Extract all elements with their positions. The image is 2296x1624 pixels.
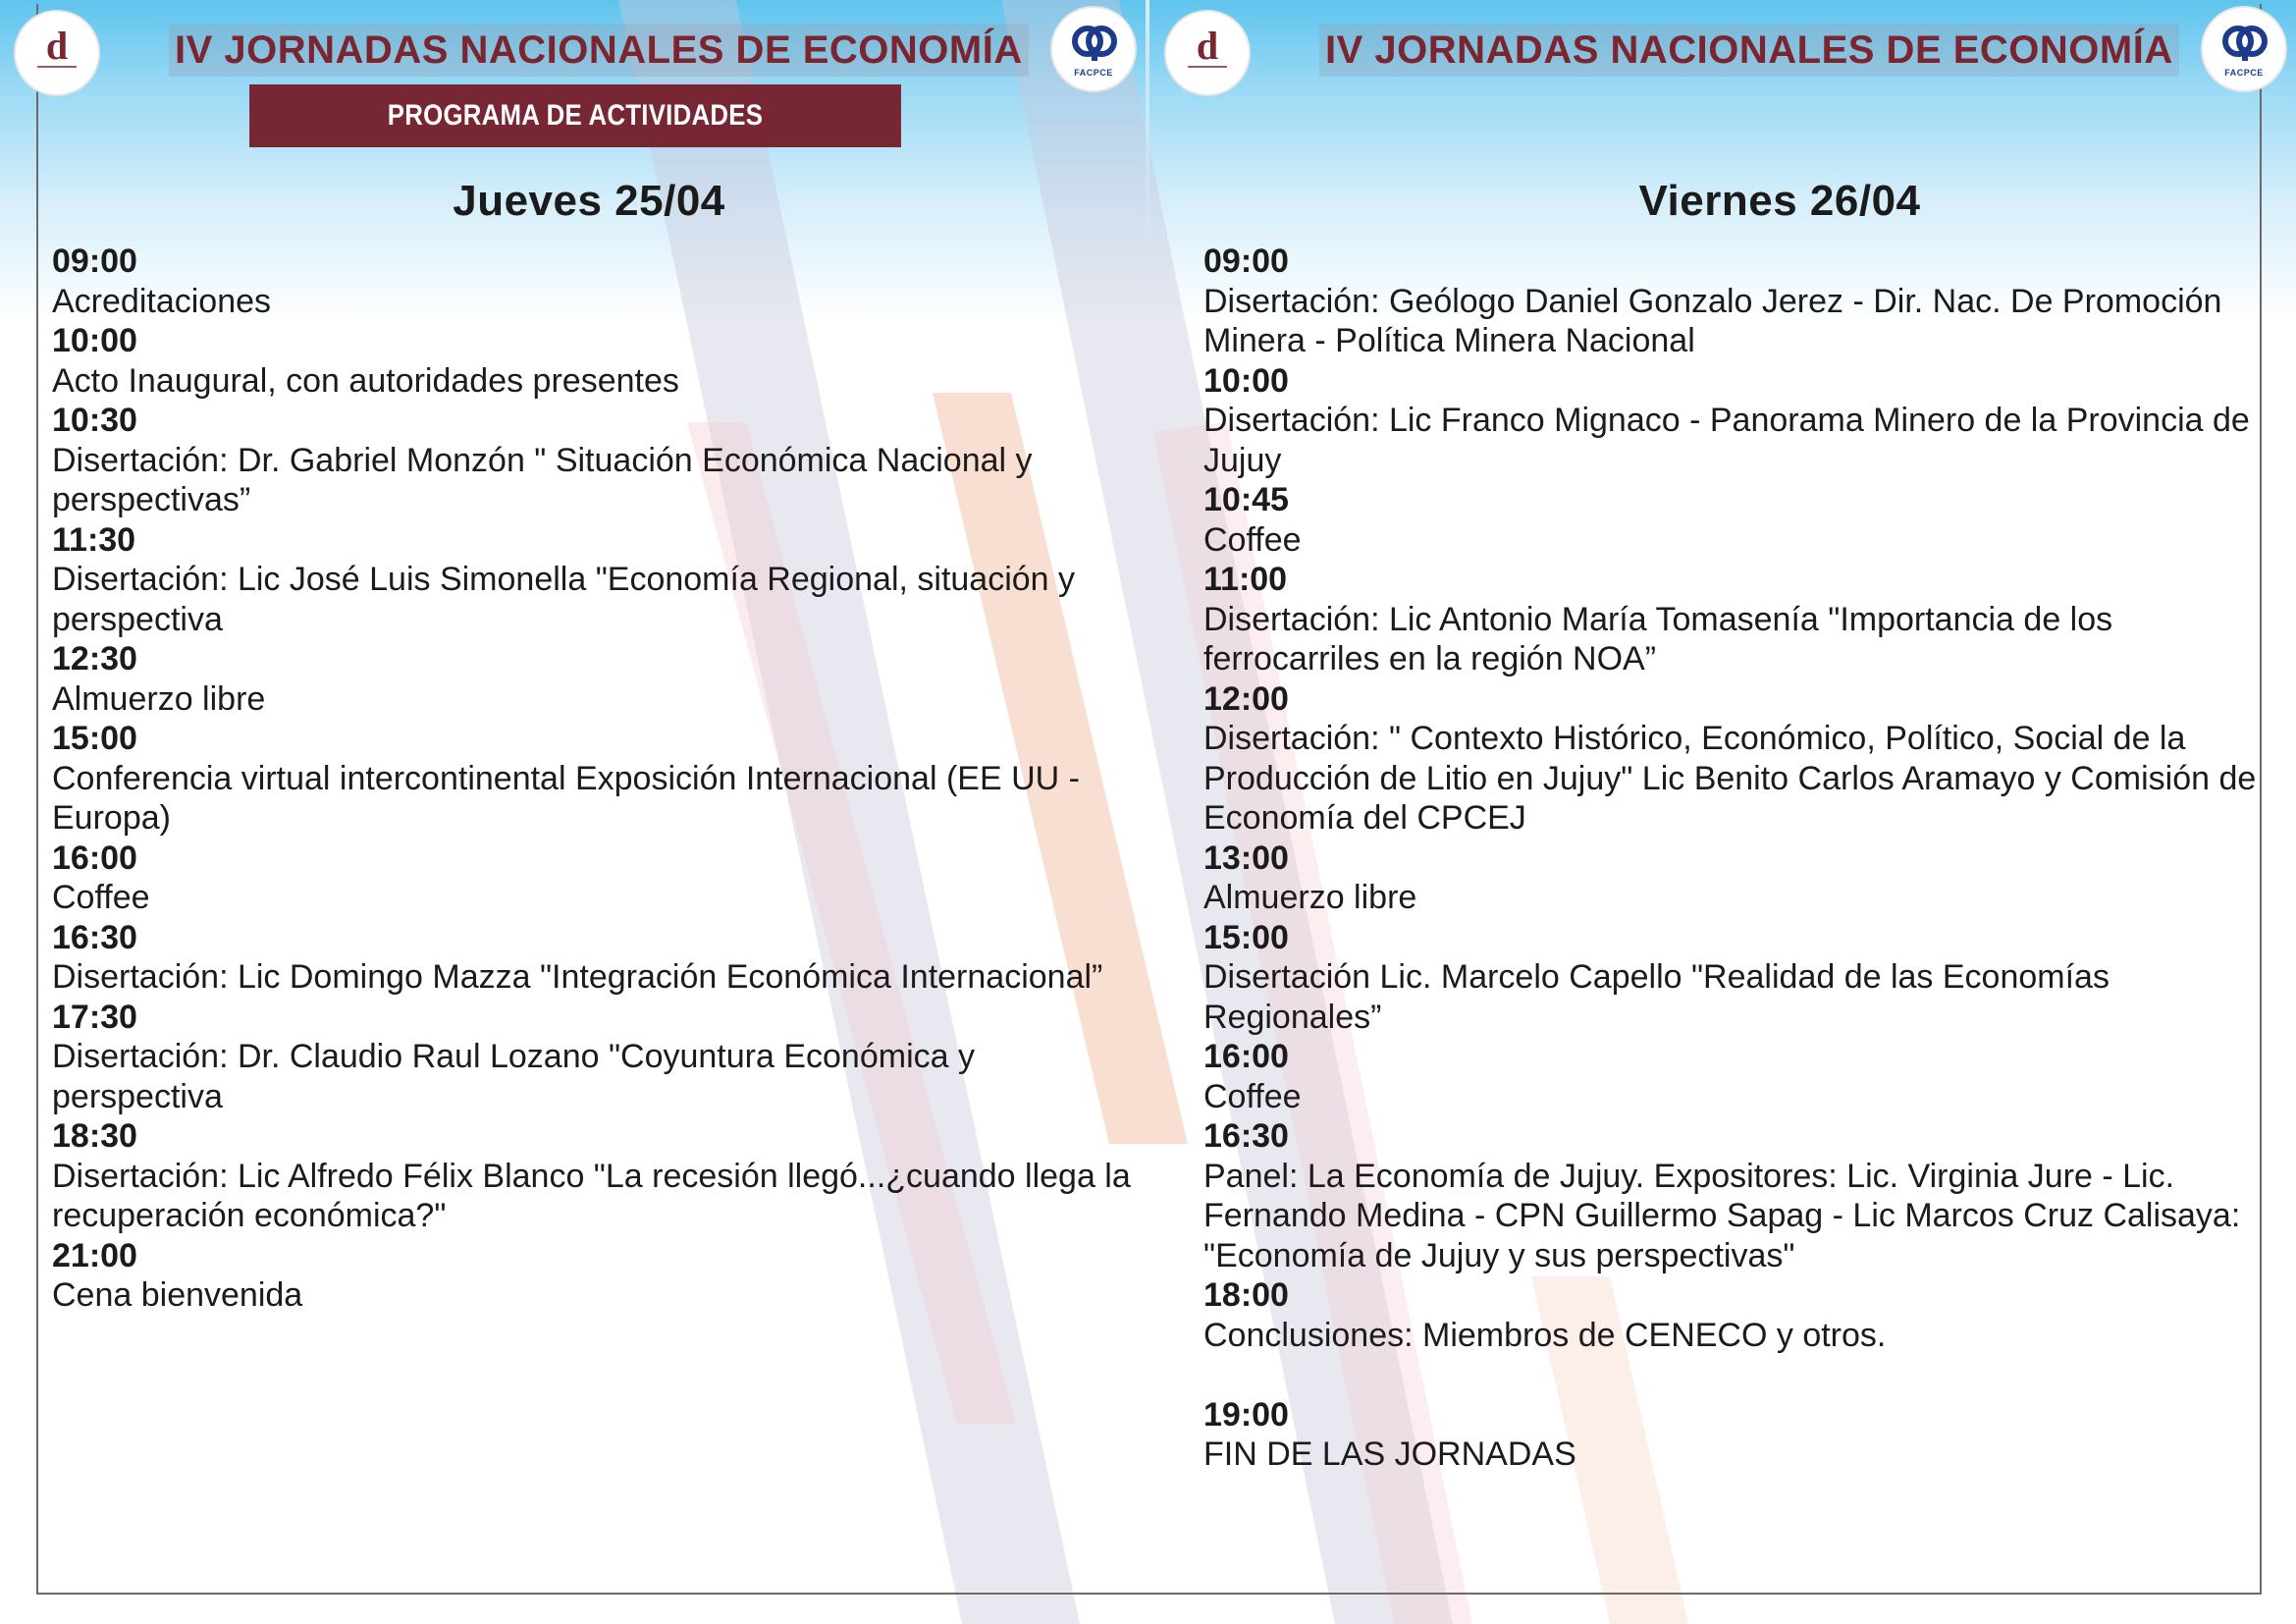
schedule-entry bbox=[1203, 679, 2293, 839]
schedule-entry bbox=[52, 1116, 1142, 1236]
schedule-entry bbox=[1203, 839, 2293, 918]
entry-description: Conclusiones: Miembros de CENECO y otros. bbox=[1203, 1316, 1887, 1354]
entry-time: 11:00 bbox=[1203, 561, 1288, 598]
entry-time: 11:30 bbox=[52, 520, 136, 559]
day-title-thursday: Jueves 25/04 bbox=[453, 177, 725, 225]
cpce-logo-right bbox=[1166, 12, 1249, 94]
entry-description: Disertación Lic. Marcelo Capello "Realidad de las Economías Regionales” bbox=[1203, 958, 2109, 1036]
schedule-entry bbox=[52, 719, 1142, 839]
entry-description: Almuerzo libre bbox=[1203, 879, 1417, 916]
entry-description: Almuerzo libre bbox=[52, 679, 266, 718]
event-title-right: IV JORNADAS NACIONALES DE ECONOMÍA bbox=[1319, 24, 2179, 77]
cpce-logo-left bbox=[16, 12, 98, 94]
entry-time: 16:00 bbox=[1203, 1038, 1289, 1075]
entry-description: Acto Inaugural, con autoridades presentes bbox=[52, 361, 679, 400]
entry-description: Acreditaciones bbox=[52, 282, 272, 320]
schedule-entry bbox=[52, 1236, 1142, 1316]
entry-description: Disertación: Lic Alfredo Félix Blanco "La recesión llegó...¿cuando llega la recuperación económica?" bbox=[52, 1157, 1131, 1234]
cpce-d-icon bbox=[1166, 12, 1249, 94]
entry-time: 10:00 bbox=[1203, 361, 1289, 400]
svg-text:d: d bbox=[45, 24, 69, 68]
entry-description: Disertación: Lic Franco Mignaco - Panorama Minero de la Provincia de Jujuy bbox=[1203, 402, 2250, 479]
entry-description: Disertación: Lic Antonio María Tomasenía "Importancia de los ferrocarriles en la región NOA” bbox=[1203, 600, 2113, 677]
schedule-entry bbox=[52, 998, 1142, 1117]
entry-description: Disertación: Lic Domingo Mazza "Integración Económica Internacional” bbox=[52, 958, 1103, 996]
schedule-entry bbox=[1203, 560, 2293, 679]
schedule-entry bbox=[52, 520, 1142, 640]
entry-description: Panel: La Economía de Jujuy. Expositores: Lic. Virginia Jure - Lic. Fernando Medina - CPN Guillermo Sapag - Lic Marcos Cruz Calisaya: "Economía de Jujuy y sus perspectivas" bbox=[1203, 1157, 2241, 1274]
entry-description: Cena bienvenida bbox=[52, 1276, 303, 1314]
facpce-caption: FACPCE bbox=[2224, 68, 2264, 78]
entry-description: Coffee bbox=[1203, 1077, 1302, 1115]
facpce-logo-right bbox=[2203, 8, 2285, 90]
entry-time: 09:00 bbox=[52, 243, 137, 280]
schedule-entry bbox=[1203, 1037, 2293, 1116]
schedule-entry bbox=[52, 639, 1142, 719]
facpce-logo-left bbox=[1052, 8, 1135, 90]
entry-time: 12:00 bbox=[1203, 679, 1289, 718]
entry-time: 10:30 bbox=[52, 402, 137, 439]
entry-time: 15:00 bbox=[1203, 918, 1289, 956]
schedule-entry bbox=[1203, 480, 2293, 560]
entry-time: 15:00 bbox=[52, 720, 137, 757]
entry-time: 21:00 bbox=[52, 1236, 137, 1274]
entry-time: 17:30 bbox=[52, 998, 137, 1036]
entry-time: 19:00 bbox=[1203, 1395, 1289, 1434]
column-divider bbox=[1146, 0, 1149, 295]
svg-text:d: d bbox=[1196, 24, 1219, 68]
entry-description: Disertación: Lic José Luis Simonella "Economía Regional, situación y perspectiva bbox=[52, 561, 1076, 638]
entry-time: 16:00 bbox=[52, 839, 137, 877]
schedule-entry bbox=[1203, 1395, 2293, 1475]
schedule-entry bbox=[52, 918, 1142, 998]
facpce-caption: FACPCE bbox=[1074, 68, 1113, 78]
facpce-icon bbox=[2203, 8, 2285, 90]
entry-description: Disertación: Geólogo Daniel Gonzalo Jerez - Dir. Nac. De Promoción Minera - Política Minera Nacional bbox=[1203, 282, 2222, 359]
entry-time: 16:30 bbox=[1203, 1117, 1289, 1155]
entry-time: 10:00 bbox=[52, 322, 137, 359]
entry-time: 18:00 bbox=[1203, 1276, 1289, 1314]
event-title-left: IV JORNADAS NACIONALES DE ECONOMÍA bbox=[169, 24, 1029, 77]
schedule-entry bbox=[52, 321, 1142, 401]
entry-time: 13:00 bbox=[1203, 839, 1289, 877]
schedule-entry bbox=[1203, 242, 2293, 361]
entry-time: 18:30 bbox=[52, 1117, 137, 1155]
schedule-entry bbox=[1203, 918, 2293, 1038]
entry-time: 09:00 bbox=[1203, 243, 1289, 280]
entry-description: Conferencia virtual intercontinental Exposición Internacional (EE UU - Europa) bbox=[52, 759, 1080, 837]
entry-description: Disertación: Dr. Gabriel Monzón " Situación Económica Nacional y perspectivas” bbox=[52, 441, 1033, 518]
schedule-entry bbox=[1203, 1275, 2293, 1355]
entry-description: FIN DE LAS JORNADAS bbox=[1203, 1435, 1576, 1473]
entry-time: 10:45 bbox=[1203, 481, 1289, 518]
schedule-entry bbox=[52, 242, 1142, 321]
entry-description: Coffee bbox=[52, 879, 150, 916]
schedule-entry bbox=[52, 839, 1142, 918]
entry-time: 12:30 bbox=[52, 640, 137, 677]
program-banner: PROGRAMA DE ACTIVIDADES bbox=[249, 84, 901, 147]
entry-description: Disertación: Dr. Claudio Raul Lozano "Coyuntura Económica y perspectiva bbox=[52, 1038, 975, 1115]
schedule-entry bbox=[1203, 1116, 2293, 1275]
entry-description: Coffee bbox=[1203, 520, 1302, 559]
facpce-icon bbox=[1052, 8, 1135, 90]
day-title-friday: Viernes 26/04 bbox=[1638, 177, 1921, 225]
entry-time: 16:30 bbox=[52, 918, 137, 956]
entry-description: Disertación: " Contexto Histórico, Económico, Político, Social de la Producción de Litio en Jujuy" Lic Benito Carlos Aramayo y Comisión de Economía del CPCEJ bbox=[1203, 720, 2257, 837]
cpce-d-icon bbox=[16, 12, 98, 94]
schedule-friday bbox=[1203, 242, 2293, 1475]
schedule-thursday bbox=[52, 242, 1142, 1316]
schedule-entry bbox=[52, 401, 1142, 520]
schedule-entry bbox=[1203, 361, 2293, 481]
